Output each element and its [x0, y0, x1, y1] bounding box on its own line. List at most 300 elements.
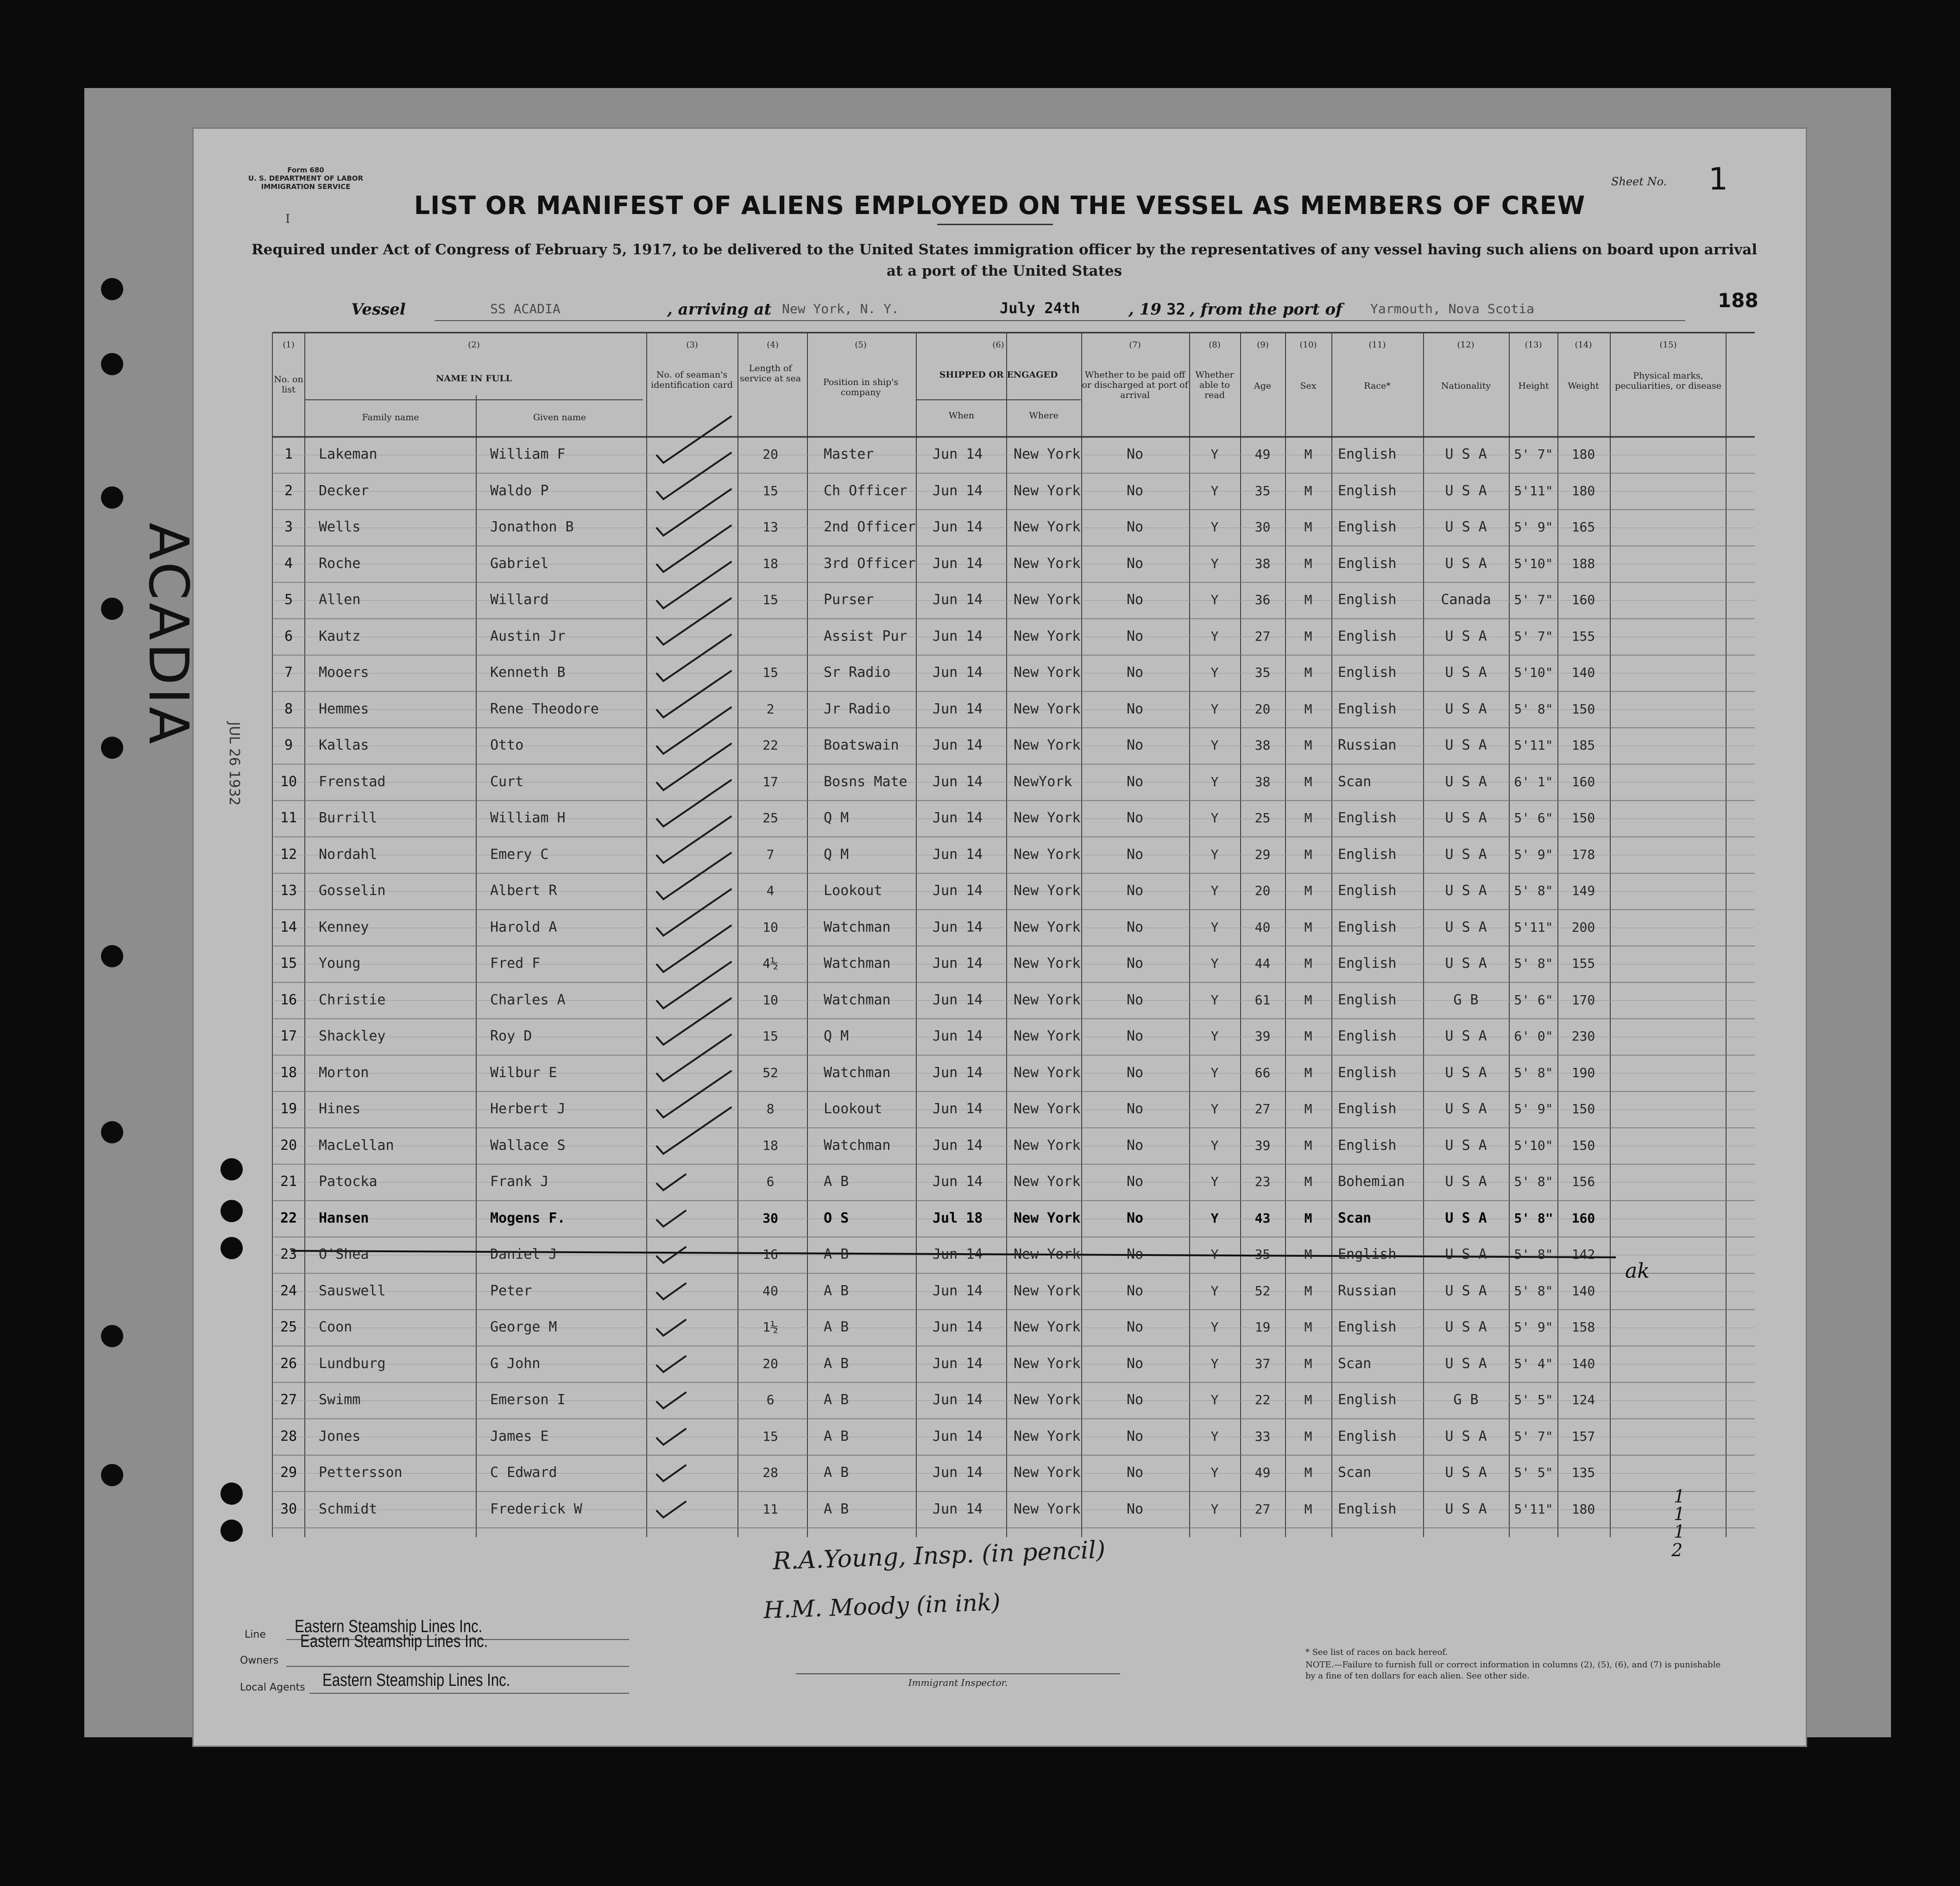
cell-nat: U S A — [1445, 1210, 1487, 1226]
cell-nat: U S A — [1445, 1355, 1487, 1372]
cell-height: 5' 5" — [1514, 1392, 1553, 1407]
cell-where: New York — [1014, 1064, 1081, 1081]
cell-given: Otto — [490, 737, 524, 753]
cell-race: English — [1338, 1028, 1397, 1044]
punch-hole — [221, 1482, 243, 1505]
cell-given: Frank J — [490, 1173, 549, 1190]
fine-note: NOTE.—Failure to furnish full or correct information in columns (2), (5), (6), and (7) is punishable by a fine of ten dollars for each alien. See other side. — [1305, 1660, 1721, 1681]
cell-given: Waldo P — [490, 482, 549, 499]
cell-read: Y — [1210, 1319, 1219, 1335]
cell-given: Austin Jr — [490, 628, 566, 644]
cell-height: 5' 7" — [1514, 447, 1553, 462]
cell-nat: U S A — [1445, 773, 1487, 790]
cell-read: Y — [1210, 1101, 1219, 1116]
arrival-date: July 24th — [1000, 299, 1080, 317]
cell-sex: M — [1304, 1137, 1312, 1153]
cell-where: New York — [1014, 1028, 1081, 1044]
cell-race: English — [1338, 664, 1397, 681]
cell-when: Jun 14 — [933, 883, 983, 899]
cell-paid: No — [1126, 664, 1144, 681]
cell-weight: 142 — [1571, 1247, 1595, 1262]
cell-service: 4½ — [763, 956, 778, 971]
cell-position: Q M — [824, 846, 849, 863]
cell-age: 27 — [1254, 1101, 1271, 1116]
cell-read: Y — [1210, 883, 1219, 898]
cell-when: Jun 14 — [933, 773, 983, 790]
cell-read: Y — [1210, 956, 1219, 971]
cell-read: Y — [1210, 1428, 1219, 1444]
cell-no: 10 — [280, 773, 297, 790]
cell-position: Bosns Mate — [824, 773, 908, 790]
cell-no: 22 — [280, 1210, 297, 1226]
column-number: (5) — [855, 340, 867, 350]
cell-height: 5' 6" — [1514, 810, 1553, 826]
cell-read: Y — [1210, 919, 1219, 935]
cell-height: 5'10" — [1514, 665, 1553, 680]
cell-when: Jun 14 — [933, 700, 983, 717]
cell-where: New York — [1014, 664, 1081, 681]
cell-given: Charles A — [490, 991, 566, 1008]
cell-given: Daniel J — [490, 1246, 557, 1262]
cell-paid: No — [1126, 1028, 1144, 1044]
cell-height: 5' 9" — [1514, 1319, 1553, 1335]
year-prefix: , 19 — [1128, 300, 1161, 319]
cell-age: 38 — [1254, 774, 1271, 789]
cell-no: 7 — [284, 664, 293, 681]
cell-no: 5 — [284, 592, 293, 608]
cell-family: Burrill — [319, 810, 378, 826]
side-stamp-date: JUL 26 1932 — [226, 722, 242, 806]
form-number: Form 680 — [287, 166, 324, 174]
cell-sex: M — [1304, 738, 1312, 753]
cell-no: 17 — [280, 1028, 297, 1044]
cell-where: New York — [1014, 846, 1081, 863]
cell-given: Rene Theodore — [490, 700, 599, 717]
cell-height: 5' 9" — [1514, 846, 1553, 862]
cell-age: 35 — [1254, 665, 1271, 680]
cell-given: Mogens F. — [490, 1210, 566, 1226]
cell-service: 15 — [763, 592, 778, 607]
column-number: (7) — [1129, 340, 1141, 350]
cell-no: 8 — [284, 700, 293, 717]
cell-where: New York — [1014, 628, 1081, 644]
cell-weight: 165 — [1571, 519, 1595, 535]
cell-position: Lookout — [824, 883, 882, 899]
cell-weight: 230 — [1571, 1028, 1595, 1044]
cell-height: 5'10" — [1514, 1137, 1553, 1153]
cell-age: 61 — [1254, 992, 1271, 1008]
cell-height: 5' 8" — [1514, 701, 1553, 717]
cell-paid: No — [1126, 1173, 1144, 1190]
cell-weight: 156 — [1571, 1174, 1595, 1189]
column-number: (4) — [767, 340, 779, 350]
cell-no: 6 — [284, 628, 293, 644]
inspector-rule — [796, 1673, 1120, 1674]
cell-paid: No — [1126, 737, 1144, 753]
cell-family: Schmidt — [319, 1501, 378, 1517]
cell-paid: No — [1126, 628, 1144, 644]
column-number: (3) — [686, 340, 698, 350]
cell-race: English — [1338, 519, 1397, 535]
cell-weight: 160 — [1571, 592, 1595, 607]
cell-age: 27 — [1254, 628, 1271, 644]
cell-no: 28 — [280, 1428, 297, 1444]
cell-paid: No — [1126, 1501, 1144, 1517]
cell-nat: U S A — [1445, 919, 1487, 935]
cell-sex: M — [1304, 519, 1312, 535]
cell-sex: M — [1304, 1392, 1312, 1407]
cell-height: 6' 1" — [1514, 774, 1553, 789]
cell-given: Emerson I — [490, 1392, 566, 1408]
cell-height: 5'11" — [1514, 1501, 1553, 1517]
cell-age: 30 — [1254, 519, 1271, 535]
cell-sex: M — [1304, 1101, 1312, 1116]
cell-nat: G B — [1453, 991, 1479, 1008]
cell-family: Patocka — [319, 1173, 378, 1190]
cell-read: Y — [1210, 1028, 1219, 1044]
cell-service: 8 — [766, 1101, 775, 1116]
cell-age: 33 — [1254, 1428, 1271, 1444]
cell-position: Master — [824, 446, 874, 462]
cell-service: 18 — [763, 1137, 778, 1153]
header-when: When — [948, 410, 975, 421]
cell-race: English — [1338, 1101, 1397, 1117]
cell-where: New York — [1014, 1246, 1081, 1262]
cell-given: C Edward — [490, 1464, 557, 1481]
cell-age: 25 — [1254, 810, 1271, 826]
cell-family: Pettersson — [319, 1464, 403, 1481]
cell-family: Gosselin — [319, 883, 386, 899]
cell-height: 5'11" — [1514, 738, 1553, 753]
cell-family: Christie — [319, 991, 386, 1008]
cell-no: 13 — [280, 883, 297, 899]
cell-race: English — [1338, 482, 1397, 499]
cell-sex: M — [1304, 1210, 1312, 1226]
cell-weight: 155 — [1571, 628, 1595, 644]
cell-weight: 190 — [1571, 1065, 1595, 1080]
cell-weight: 140 — [1571, 665, 1595, 680]
cell-where: New York — [1014, 955, 1081, 971]
cell-weight: 150 — [1571, 810, 1595, 826]
header-where: Where — [1029, 410, 1059, 421]
cell-paid: No — [1126, 555, 1144, 572]
cell-given: Albert R — [490, 883, 557, 899]
cell-when: Jun 14 — [933, 955, 983, 971]
cell-read: Y — [1210, 555, 1219, 571]
header-paid-off: Whether to be paid off or discharged at port of arrival — [1082, 370, 1188, 400]
punch-hole — [101, 353, 123, 375]
cell-position: Q M — [824, 810, 849, 826]
cell-no: 26 — [280, 1355, 297, 1372]
header-read: Whether able to read — [1195, 370, 1234, 400]
cell-family: Roche — [319, 555, 361, 572]
cell-no: 20 — [280, 1137, 297, 1154]
punch-hole — [101, 737, 123, 759]
cell-height: 5' 8" — [1514, 883, 1553, 898]
cell-position: A B — [824, 1392, 849, 1408]
cell-height: 5' 7" — [1514, 1428, 1553, 1444]
cell-service: 2 — [766, 701, 775, 717]
cell-when: Jun 14 — [933, 1282, 983, 1299]
cell-nat: U S A — [1445, 1028, 1487, 1044]
cell-height: 5' 8" — [1514, 1065, 1553, 1080]
cell-family: Jones — [319, 1428, 361, 1444]
punch-hole — [101, 278, 123, 300]
cell-sex: M — [1304, 992, 1312, 1008]
cell-weight: 150 — [1571, 701, 1595, 717]
cell-height: 5' 4" — [1514, 1356, 1553, 1371]
cell-read: Y — [1210, 738, 1219, 753]
punch-hole — [221, 1237, 243, 1259]
cell-race: English — [1338, 446, 1397, 462]
cell-race: English — [1338, 991, 1397, 1008]
cell-family: Hemmes — [319, 700, 369, 717]
cell-where: New York — [1014, 446, 1081, 462]
cell-no: 4 — [284, 555, 293, 572]
cell-where: New York — [1014, 1355, 1081, 1372]
cell-race: English — [1338, 1501, 1397, 1517]
vessel-name: SS ACADIA — [490, 301, 561, 316]
cell-height: 5' 7" — [1514, 628, 1553, 644]
cell-service: 11 — [763, 1501, 778, 1517]
cell-nat: U S A — [1445, 1137, 1487, 1154]
cell-when: Jun 14 — [933, 1064, 983, 1081]
cell-nat: U S A — [1445, 1428, 1487, 1444]
cell-height: 5' 8" — [1514, 956, 1553, 971]
cell-sex: M — [1304, 1356, 1312, 1371]
cell-family: Kenney — [319, 919, 369, 935]
cell-no: 21 — [280, 1173, 297, 1190]
cell-weight: 160 — [1571, 774, 1595, 789]
cell-race: English — [1338, 700, 1397, 717]
cell-service: 1½ — [763, 1319, 778, 1335]
cell-when: Jun 14 — [933, 519, 983, 535]
cell-given: George M — [490, 1319, 557, 1335]
from-label: , from the port of — [1190, 300, 1342, 319]
cell-weight: 124 — [1571, 1392, 1595, 1407]
cell-paid: No — [1126, 955, 1144, 971]
cell-paid: No — [1126, 991, 1144, 1008]
cell-service: 25 — [763, 810, 778, 826]
arriving-label: , arriving at — [667, 300, 772, 319]
sheet-number: 1 — [1708, 161, 1728, 197]
cell-weight: 200 — [1571, 919, 1595, 935]
cell-no: 16 — [280, 991, 297, 1008]
cell-position: Watchman — [824, 1137, 891, 1154]
signature-inspector: R.A.Young, Insp. (in pencil) — [772, 1536, 1106, 1576]
column-number: (1) — [283, 340, 295, 350]
cell-paid: No — [1126, 1282, 1144, 1299]
cell-weight: 140 — [1571, 1356, 1595, 1371]
service-name: IMMIGRATION SERVICE — [261, 183, 351, 191]
cell-age: 23 — [1254, 1174, 1271, 1189]
cell-service: 15 — [763, 1028, 778, 1044]
cell-service: 18 — [763, 555, 778, 571]
cell-race: Scan — [1338, 1464, 1372, 1481]
cell-paid: No — [1126, 1101, 1144, 1117]
cell-read: Y — [1210, 1465, 1219, 1480]
cell-service: 10 — [763, 919, 778, 935]
footer-line-company: Eastern Steamship Lines Inc. — [295, 1617, 483, 1636]
cell-given: James E — [490, 1428, 549, 1444]
cell-weight: 180 — [1571, 483, 1595, 498]
cell-read: Y — [1210, 1174, 1219, 1189]
cell-given: Wallace S — [490, 1137, 566, 1154]
header-name-in-full: NAME IN FULL — [436, 373, 512, 384]
cell-no: 19 — [280, 1101, 297, 1117]
cell-where: New York — [1014, 1319, 1081, 1335]
arrival-year: 32 — [1166, 300, 1185, 319]
cell-nat: G B — [1453, 1392, 1479, 1408]
cell-no: 27 — [280, 1392, 297, 1408]
cell-sex: M — [1304, 1065, 1312, 1080]
cell-service: 20 — [763, 1356, 778, 1371]
header-race: Race* — [1364, 381, 1391, 391]
header-nationality: Nationality — [1441, 381, 1491, 391]
column-number: (14) — [1575, 340, 1592, 350]
cell-given: Frederick W — [490, 1501, 582, 1517]
cell-read: Y — [1210, 846, 1219, 862]
cell-paid: No — [1126, 1210, 1144, 1226]
cell-position: Watchman — [824, 919, 891, 935]
page-number: 188 — [1718, 289, 1758, 312]
cell-where: New York — [1014, 700, 1081, 717]
cell-position: O S — [824, 1210, 849, 1226]
cell-sex: M — [1304, 1428, 1312, 1444]
cell-race: Bohemian — [1338, 1173, 1405, 1190]
punch-hole — [101, 1121, 123, 1143]
cell-height: 5' 6" — [1514, 992, 1553, 1008]
cell-position: A B — [824, 1355, 849, 1372]
cell-no: 24 — [280, 1282, 297, 1299]
cell-no: 3 — [284, 519, 293, 535]
cell-when: Jun 14 — [933, 1246, 983, 1262]
cell-position: Watchman — [824, 1064, 891, 1081]
cell-when: Jun 14 — [933, 991, 983, 1008]
cell-paid: No — [1126, 1246, 1144, 1262]
cell-height: 5' 5" — [1514, 1465, 1553, 1480]
cell-given: Curt — [490, 773, 524, 790]
tally-mark: 1 — [1674, 1521, 1685, 1542]
cell-sex: M — [1304, 1501, 1312, 1517]
cell-service: 22 — [763, 738, 778, 753]
footer-owners-company: Eastern Steamship Lines Inc. — [300, 1632, 488, 1651]
cell-family: Morton — [319, 1064, 369, 1081]
cell-paid: No — [1126, 1392, 1144, 1408]
cell-when: Jun 14 — [933, 482, 983, 499]
cell-where: New York — [1014, 1101, 1081, 1117]
cell-weight: 149 — [1571, 883, 1595, 898]
cell-family: Mooers — [319, 664, 369, 681]
cell-when: Jun 14 — [933, 1028, 983, 1044]
cell-position: Sr Radio — [824, 664, 891, 681]
cell-weight: 157 — [1571, 1428, 1595, 1444]
cell-height: 5' 9" — [1514, 1101, 1553, 1116]
cell-height: 5'11" — [1514, 483, 1553, 498]
cell-no: 12 — [280, 846, 297, 863]
cell-service: 15 — [763, 1428, 778, 1444]
cell-family: Young — [319, 955, 361, 971]
cell-service: 6 — [766, 1174, 775, 1189]
cell-family: O'Shea — [319, 1246, 369, 1262]
cell-sex: M — [1304, 555, 1312, 571]
cell-where: New York — [1014, 1282, 1081, 1299]
cell-position: Jr Radio — [824, 700, 891, 717]
cell-age: 19 — [1254, 1319, 1271, 1335]
cell-age: 52 — [1254, 1283, 1271, 1299]
manifest-sheet — [137, 129, 1806, 1746]
cell-given: Wilbur E — [490, 1064, 557, 1081]
cell-nat: U S A — [1445, 846, 1487, 863]
cell-weight: 150 — [1571, 1101, 1595, 1116]
cell-position: A B — [824, 1319, 849, 1335]
cell-age: 20 — [1254, 883, 1271, 898]
cell-race: English — [1338, 846, 1397, 863]
cell-when: Jun 14 — [933, 1392, 983, 1408]
cell-position: Q M — [824, 1028, 849, 1044]
cell-when: Jun 14 — [933, 1173, 983, 1190]
cell-age: 40 — [1254, 919, 1271, 935]
cell-position: A B — [824, 1501, 849, 1517]
cell-weight: 135 — [1571, 1465, 1595, 1480]
cell-when: Jun 14 — [933, 664, 983, 681]
page-subtitle: Required under Act of Congress of February 5, 1917, to be delivered to the United States immigration officer by the representatives of any vessel having such aliens on board upon arrival at a port of the United States — [251, 241, 1758, 279]
cell-nat: U S A — [1445, 519, 1487, 535]
cell-when: Jun 14 — [933, 1428, 983, 1444]
header-shipped: SHIPPED OR ENGAGED — [939, 370, 1058, 380]
column-number: (13) — [1525, 340, 1542, 350]
inspector-label: Immigrant Inspector. — [908, 1677, 1008, 1688]
cell-when: Jun 14 — [933, 1319, 983, 1335]
header-service: Length of service at sea — [739, 363, 801, 384]
check-mark — [657, 416, 731, 463]
tally-mark: 1 — [1674, 1486, 1685, 1507]
cell-paid: No — [1126, 773, 1144, 790]
cell-sex: M — [1304, 810, 1312, 826]
cell-no: 29 — [280, 1464, 297, 1481]
cell-position: Assist Pur — [824, 628, 908, 644]
cell-when: Jun 14 — [933, 1501, 983, 1517]
cell-read: Y — [1210, 701, 1219, 717]
cell-family: Nordahl — [319, 846, 378, 863]
cell-age: 38 — [1254, 555, 1271, 571]
cell-family: Kautz — [319, 628, 361, 644]
cell-race: Scan — [1338, 773, 1372, 790]
cell-nat: U S A — [1445, 810, 1487, 826]
cell-nat: U S A — [1445, 628, 1487, 644]
cell-where: New York — [1014, 1501, 1081, 1517]
cell-nat: U S A — [1445, 1246, 1487, 1262]
punch-hole — [101, 1464, 123, 1486]
cell-no: 15 — [280, 955, 297, 971]
from-port: Yarmouth, Nova Scotia — [1370, 301, 1535, 316]
cell-nat: U S A — [1445, 1173, 1487, 1190]
header-id-card: No. of seaman's identification card — [651, 370, 733, 390]
cell-family: Frenstad — [319, 773, 386, 790]
cell-where: New York — [1014, 810, 1081, 826]
cell-where: New York — [1014, 1464, 1081, 1481]
footer-rule — [286, 1666, 629, 1667]
cell-service: 17 — [763, 774, 778, 789]
cell-age: 36 — [1254, 592, 1271, 607]
cell-family: Lundburg — [319, 1355, 386, 1372]
cell-when: Jun 14 — [933, 1101, 983, 1117]
cell-position: Boatswain — [824, 737, 899, 753]
cell-given: Herbert J — [490, 1101, 566, 1117]
cell-service: 30 — [763, 1210, 778, 1226]
cell-service: 10 — [763, 992, 778, 1008]
cell-family: Kallas — [319, 737, 369, 753]
